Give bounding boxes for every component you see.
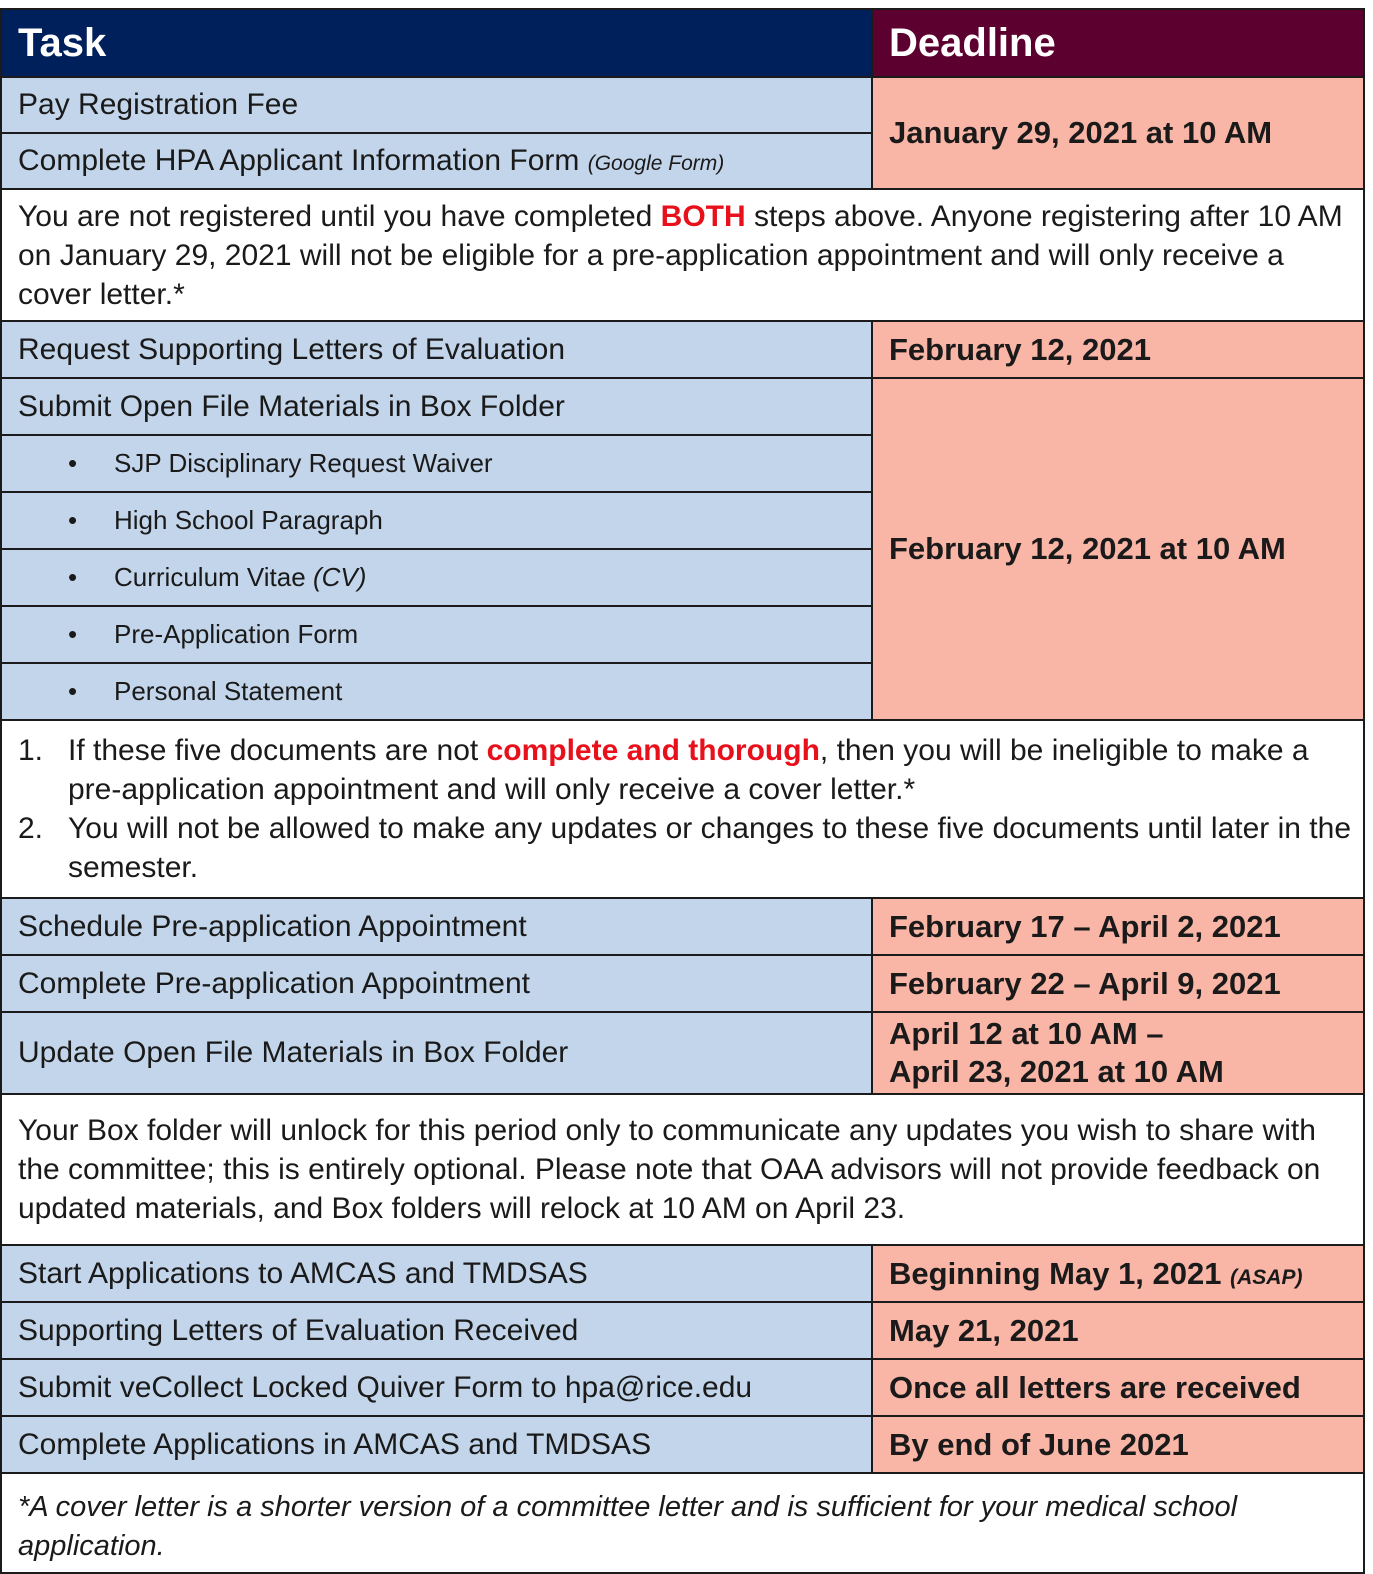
deadline-line: April 12 at 10 AM –: [889, 1016, 1164, 1051]
deadline-cell: February 17 – April 2, 2021: [872, 898, 1364, 955]
registration-note: [1, 189, 1364, 321]
deadline-cell: Once all letters are received: [872, 1359, 1364, 1416]
deadline-cell: [872, 1245, 1364, 1302]
table-row: [1, 1359, 1364, 1416]
note-list: [18, 731, 1363, 887]
bullet-icon: •: [68, 448, 78, 478]
deadline-text: Beginning May 1, 2021: [889, 1255, 1222, 1291]
table-row: [1, 77, 1364, 133]
task-cell: Update Open File Materials in Box Folder: [1, 1012, 872, 1094]
bullet-icon: •: [68, 619, 78, 649]
item-text: SJP Disciplinary Request Waiver: [114, 448, 493, 478]
task-cell: Complete Pre-application Appointment: [1, 955, 872, 1012]
table-row: [1, 1012, 1364, 1094]
note-row: [1, 720, 1364, 898]
deadline-table: [0, 8, 1365, 1574]
note-emphasis: BOTH: [660, 199, 746, 233]
deadline-cell: May 21, 2021: [872, 1302, 1364, 1359]
table-row: [1, 1416, 1364, 1473]
note-emphasis: complete and thorough: [486, 734, 820, 767]
footnote: *A cover letter is a shorter version of a committee letter and is sufficient for your medical school application.: [1, 1473, 1364, 1573]
table-row: [1, 955, 1364, 1012]
task-text: Complete HPA Applicant Information Form: [18, 144, 580, 177]
bullet-icon: •: [68, 505, 78, 535]
note-row: [1, 1094, 1364, 1245]
note-text: You are not registered until you have completed: [18, 199, 661, 233]
deadline-cell: February 12, 2021: [872, 321, 1364, 378]
item-text: Pre-Application Form: [114, 619, 359, 649]
table-row: [1, 898, 1364, 955]
note-text: If these five documents are not: [68, 734, 487, 767]
bullet-cell: [1, 435, 872, 492]
task-column-header: Task: [1, 9, 872, 77]
list-number: 2.: [18, 812, 44, 845]
list-number: 1.: [18, 734, 44, 767]
task-cell: Submit Open File Materials in Box Folder: [1, 378, 872, 435]
bullet-cell: [1, 549, 872, 606]
task-cell: Supporting Letters of Evaluation Received: [1, 1302, 872, 1359]
deadline-cell: January 29, 2021 at 10 AM: [872, 77, 1364, 189]
open-file-note: [1, 720, 1364, 898]
table-row: [1, 321, 1364, 378]
deadline-column-header: Deadline: [872, 9, 1364, 77]
deadline-cell: February 22 – April 9, 2021: [872, 955, 1364, 1012]
deadline-cell: February 12, 2021 at 10 AM: [872, 378, 1364, 720]
note-row: [1, 189, 1364, 321]
bullet-icon: •: [68, 676, 78, 706]
item-text: High School Paragraph: [114, 505, 383, 535]
task-cell: Submit veCollect Locked Quiver Form to hpa@rice.edu: [1, 1359, 872, 1416]
item-text: Personal Statement: [114, 676, 343, 706]
note-text: steps above. Anyone registering after 10 AM on January 29, 2021 will not be eligible for a pre-application appointment and will only receive a cover letter.*: [18, 199, 1343, 311]
asap-note: (ASAP): [1230, 1265, 1303, 1289]
deadline-cell: [872, 1012, 1364, 1094]
task-cell: [1, 133, 872, 189]
task-cell: Start Applications to AMCAS and TMDSAS: [1, 1245, 872, 1302]
table-row: [1, 1302, 1364, 1359]
bullet-cell: [1, 606, 872, 663]
task-cell: Request Supporting Letters of Evaluation: [1, 321, 872, 378]
bullet-cell: [1, 492, 872, 549]
list-item: [18, 809, 1363, 887]
google-form-note: (Google Form): [587, 152, 725, 175]
header-row: [1, 9, 1364, 77]
note-text: , then you will be ineligible to make a pre-application appointment and will only receive a cover letter.*: [68, 734, 1309, 806]
note-text: You will not be allowed to make any updates or changes to these five documents until later in the semester.: [68, 812, 1352, 884]
task-cell: Schedule Pre-application Appointment: [1, 898, 872, 955]
box-folder-note: Your Box folder will unlock for this period only to communicate any updates you wish to share with the committee; this is entirely optional. Please note that OAA advisors will not provide feedback on updated materials, and Box folders will relock at 10 AM on April 23.: [1, 1094, 1364, 1245]
item-text: Curriculum Vitae: [114, 562, 306, 592]
footnote-row: [1, 1473, 1364, 1573]
table-row: [1, 378, 1364, 435]
deadline-cell: By end of June 2021: [872, 1416, 1364, 1473]
task-cell: Pay Registration Fee: [1, 77, 872, 133]
list-item: [18, 731, 1363, 809]
deadline-line: April 23, 2021 at 10 AM: [889, 1054, 1224, 1089]
cv-suffix: (CV): [312, 562, 367, 592]
task-cell: Complete Applications in AMCAS and TMDSAS: [1, 1416, 872, 1473]
bullet-icon: •: [68, 562, 78, 592]
table-row: [1, 1245, 1364, 1302]
bullet-cell: [1, 663, 872, 720]
